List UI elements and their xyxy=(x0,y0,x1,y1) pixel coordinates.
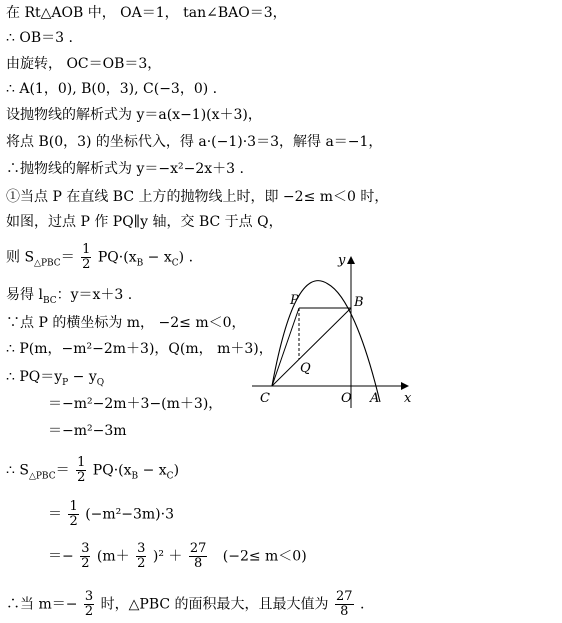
frac-den: 2 xyxy=(137,556,146,571)
text-area-sub: (−m²−3m)·3 xyxy=(85,506,174,523)
fraction-three-halves-2 xyxy=(136,542,146,571)
text-eq-2: ＝ xyxy=(55,462,70,479)
label-c: C xyxy=(260,391,270,406)
line-points: ∴ A(1，0), B(0，3), C(−3，0) . xyxy=(6,81,218,97)
frac-den: 2 xyxy=(82,257,91,272)
line-given: 在 Rt△AOB 中， OA＝1， tan∠BAO＝3， xyxy=(6,5,287,21)
line-pc xyxy=(272,308,299,386)
frac-den: 2 xyxy=(84,604,94,619)
text-sub-bc: BC xyxy=(42,295,57,306)
text-sub-b-2: B xyxy=(131,471,139,482)
text-range: (−2≤ m＜0) xyxy=(222,548,307,565)
text-sub-tri: △PBC xyxy=(34,258,61,269)
fraction-27-8 xyxy=(189,542,208,571)
text-pq: ∴ PQ＝y xyxy=(6,369,63,385)
text-eq: ＝ xyxy=(60,249,75,266)
text-close-2: ) xyxy=(173,462,180,479)
line-area-vertex-form xyxy=(48,542,307,571)
frac-den: 2 xyxy=(69,514,78,529)
text-squared-plus: )² ＋ xyxy=(152,548,183,565)
fraction-half xyxy=(81,243,91,272)
label-b: B xyxy=(354,295,364,310)
line-pq-length xyxy=(6,368,104,392)
line-area-formula xyxy=(6,243,193,272)
text-pq-expr-2: PQ·(x xyxy=(92,462,132,479)
text-sub-b: B xyxy=(136,258,144,269)
frac-den: 2 xyxy=(81,556,90,571)
y-axis-arrow xyxy=(347,256,355,264)
label-q: Q xyxy=(300,361,311,376)
text-neg: − xyxy=(62,548,74,565)
line-bc xyxy=(272,308,351,386)
fraction-27-8-2 xyxy=(335,590,354,619)
line-draw-pq: 如图，过点 P 作 PQ∥y 轴，交 BC 于点 Q， xyxy=(6,214,283,230)
fraction-three-halves xyxy=(80,542,90,571)
fraction-half-2 xyxy=(76,456,86,485)
frac-num: 3 xyxy=(84,589,94,604)
line-substitute: 将点 B(0，3) 的坐标代入，得 a·(−1)·3＝3，解得 a＝−1， xyxy=(6,134,383,150)
fraction-three-halves-3 xyxy=(84,590,94,619)
line-assume-parabola: 设抛物线的解析式为 y＝a(x−1)(x＋3)， xyxy=(6,107,262,123)
frac-num: 3 xyxy=(137,541,146,556)
parabola-figure xyxy=(246,250,416,410)
text-so-s: ∴ S xyxy=(6,462,29,479)
text-m-plus: (m＋ xyxy=(96,548,130,565)
label-y: y xyxy=(338,253,346,268)
parabola-curve xyxy=(272,281,380,402)
text-sub-tri-2: △PBC xyxy=(28,471,56,482)
text-sub-q: Q xyxy=(96,377,105,388)
frac-den: 8 xyxy=(193,556,203,571)
text-close: ) . xyxy=(178,249,194,266)
line-rotation: 由旋转， OC＝OB＝3， xyxy=(6,56,162,72)
text-minus-x-2: − x xyxy=(138,462,167,479)
text-when-m: ∴当 m＝− xyxy=(6,596,78,613)
frac-den: 2 xyxy=(77,470,86,485)
text-bc-eq: ：y＝x＋3 . xyxy=(56,287,133,303)
frac-num: 1 xyxy=(77,455,86,470)
text-eq-3: ＝ xyxy=(48,506,62,523)
line-parabola-equation: ∴抛物线的解析式为 y＝−x²−2x＋3 . xyxy=(6,161,244,177)
text-sub-p: P xyxy=(62,377,69,388)
text-minus-x: − x xyxy=(143,249,172,266)
x-axis-arrow xyxy=(401,382,409,390)
label-x: x xyxy=(404,391,412,406)
line-ob: ∴ OB＝3 . xyxy=(6,30,73,46)
label-o: O xyxy=(341,391,352,406)
text-eq-4: ＝ xyxy=(48,548,62,565)
line-pq-coords: ∴ P(m，−m²−2m＋3)，Q(m， m＋3)， xyxy=(6,341,273,357)
text-easy: 易得 l xyxy=(6,287,43,303)
text-sub-c-2: C xyxy=(166,471,174,482)
frac-num: 1 xyxy=(69,499,78,514)
fraction-half-3 xyxy=(68,500,78,529)
frac-num: 27 xyxy=(189,541,207,556)
frac-num: 3 xyxy=(81,541,90,556)
text-pq-expr: PQ·(x xyxy=(97,249,137,266)
line-case-one: ①当点 P 在直线 BC 上方的抛物线上时，即 −2≤ m＜0 时， xyxy=(6,189,389,205)
text-max-area: 时，△PBC 的面积最大，且最大值为 xyxy=(100,596,329,613)
frac-den: 8 xyxy=(340,604,349,619)
label-a: A xyxy=(370,391,380,406)
line-pq-simplify: ＝−m²−3m xyxy=(48,423,127,439)
label-p: P xyxy=(290,293,299,308)
text-sub-c: C xyxy=(171,258,179,269)
frac-num: 27 xyxy=(336,589,353,604)
line-bc-equation xyxy=(6,286,132,310)
text-minus-y: − y xyxy=(68,369,97,385)
line-area-restate xyxy=(6,456,179,485)
line-p-abscissa: ∵点 P 的横坐标为 m， −2≤ m＜0， xyxy=(6,315,246,331)
line-conclusion xyxy=(6,590,364,619)
frac-num: 1 xyxy=(82,242,91,257)
text-period: . xyxy=(360,596,365,613)
text-then-s: 则 S xyxy=(6,249,35,266)
line-pq-expand: ＝−m²−2m＋3−(m＋3)， xyxy=(48,396,223,412)
line-area-substituted xyxy=(48,500,174,529)
